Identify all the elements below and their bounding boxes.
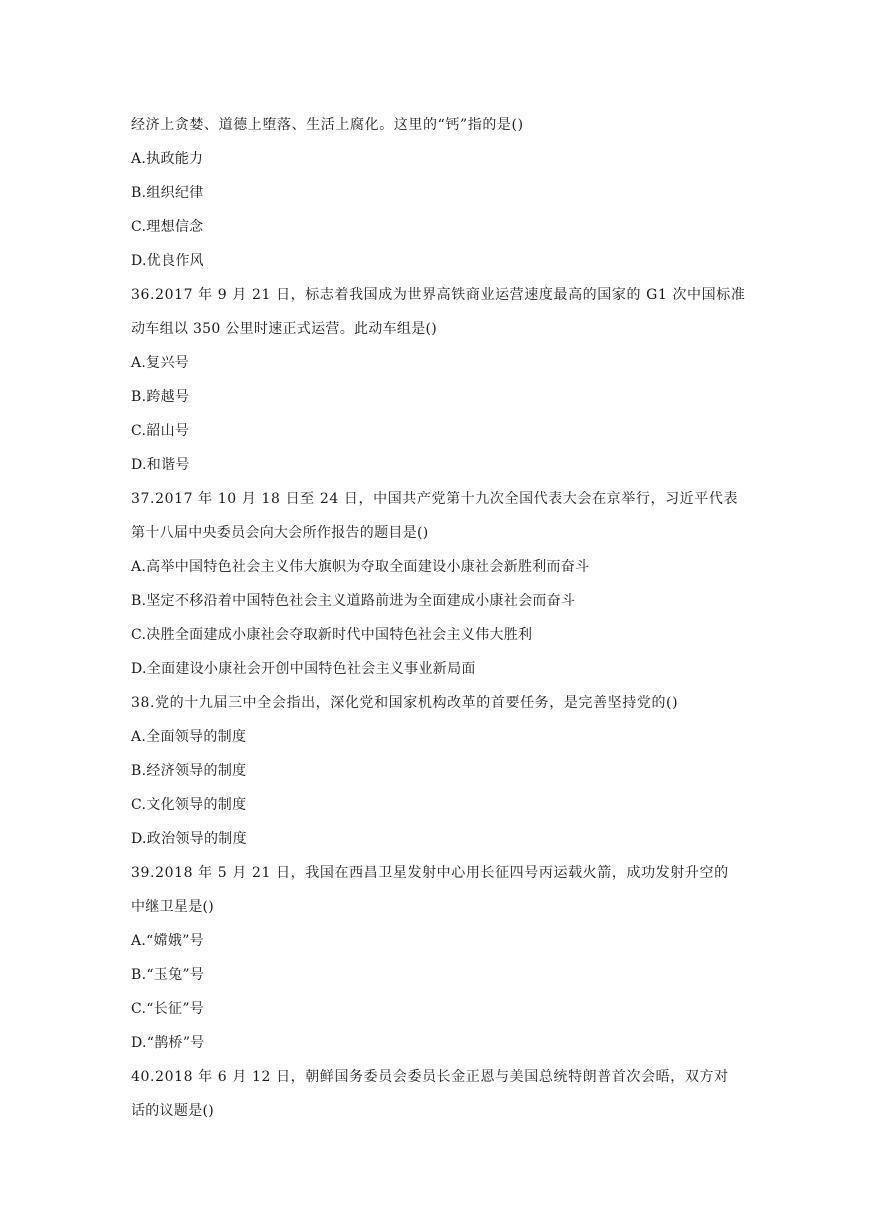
question-block	[131, 686, 751, 856]
question-list	[131, 108, 751, 1128]
answer-option: C.“长征”号	[131, 1001, 205, 1017]
question-text: 36.2017 年 9 月 21 日，标志着我国成为世界高铁商业运营速度最高的国家的 G1 次中国标准	[131, 287, 746, 303]
answer-option: C.理想信念	[131, 219, 204, 235]
answer-option: D.和谐号	[131, 457, 190, 473]
question-block	[131, 1060, 751, 1128]
question-text: 第十八届中央委员会向大会所作报告的题目是()	[131, 525, 429, 541]
question-block	[131, 278, 751, 482]
answer-option: B.“玉兔”号	[131, 967, 205, 983]
answer-option: C.韶山号	[131, 423, 190, 439]
answer-option: D.政治领导的制度	[131, 831, 247, 847]
answer-option: B.坚定不移沿着中国特色社会主义道路前进为全面建成小康社会而奋斗	[131, 593, 576, 609]
answer-option: C.决胜全面建成小康社会夺取新时代中国特色社会主义伟大胜利	[131, 627, 533, 643]
question-block	[131, 108, 751, 278]
answer-option: D.全面建设小康社会开创中国特色社会主义事业新局面	[131, 661, 476, 677]
answer-option: D.优良作风	[131, 253, 204, 269]
answer-option: A.复兴号	[131, 355, 190, 371]
question-text: 动车组以 350 公里时速正式运营。此动车组是()	[131, 321, 438, 337]
question-text: 39.2018 年 5 月 21 日，我国在西昌卫星发射中心用长征四号丙运载火箭，成功发射升空的	[131, 865, 729, 881]
answer-option: B.组织纪律	[131, 185, 204, 201]
answer-option: B.跨越号	[131, 389, 190, 405]
answer-option: A.全面领导的制度	[131, 729, 247, 745]
answer-option: A.高举中国特色社会主义伟大旗帜为夺取全面建设小康社会新胜利而奋斗	[131, 559, 590, 575]
question-text: 38.党的十九届三中全会指出，深化党和国家机构改革的首要任务，是完善坚持党的()	[131, 695, 679, 711]
question-text: 37.2017 年 10 月 18 日至 24 日，中国共产党第十九次全国代表大会在京举行，习近平代表	[131, 491, 739, 507]
question-text: 40.2018 年 6 月 12 日，朝鲜国务委员会委员长金正恩与美国总统特朗普首次会晤，双方对	[131, 1069, 729, 1085]
answer-option: A.执政能力	[131, 151, 204, 167]
answer-option: D.“鹊桥”号	[131, 1035, 205, 1051]
answer-option: A.“嫦娥”号	[131, 933, 204, 949]
question-block	[131, 482, 751, 686]
answer-option: B.经济领导的制度	[131, 763, 247, 779]
question-text: 经济上贪婪、道德上堕落、生活上腐化。这里的“钙”指的是()	[131, 117, 524, 133]
question-text: 话的议题是()	[131, 1103, 215, 1119]
question-text: 中继卫星是()	[131, 899, 215, 915]
question-block	[131, 856, 751, 1060]
answer-option: C.文化领导的制度	[131, 797, 247, 813]
